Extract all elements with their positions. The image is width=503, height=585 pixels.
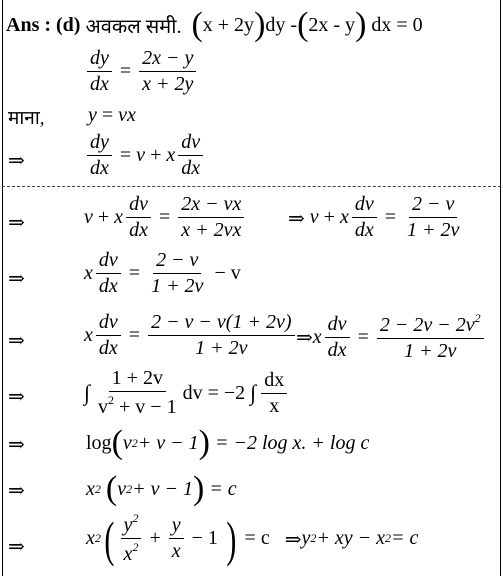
implies-arrow: ⇒: [8, 384, 25, 408]
step-7: ∫ $\frac{1 + 2v}{v^2 + v - 1}$ dv = −2 ∫ $\frac{dx}{x}$: [84, 368, 290, 418]
eq-part-a: x + 2y: [202, 13, 255, 36]
paren: ): [254, 6, 266, 43]
paren: ): [355, 6, 367, 43]
implies-arrow: ⇒: [8, 328, 25, 352]
implies-arrow: ⇒: [8, 266, 25, 290]
step-2-label: माना,: [8, 108, 45, 129]
step-9: x 2 ( v 2 + v − 1 ) = c: [86, 470, 237, 507]
dashed-divider: [2, 186, 501, 187]
paren: (: [191, 6, 203, 43]
paren: (: [297, 6, 309, 43]
step-3: $\frac{dy}{dx}$ = v + x $\frac{dv}{dx}$: [84, 132, 206, 179]
step-6-left: x $\frac{dv}{dx}$ = $\frac{2 - v - v(1 + 2v)}{1 + 2v}$: [84, 312, 298, 359]
option-label: (d): [56, 13, 81, 36]
hindi-text: अवकल समी.: [85, 15, 182, 38]
step-1: $\frac{dy}{dx}$ = $\frac{2x - y}{x + 2y}$: [84, 48, 199, 95]
implies-arrow: ⇒: [8, 210, 25, 234]
answer-frame: [2, 0, 501, 576]
eq-part-mid: dy -: [265, 13, 298, 36]
answer-header: [6, 8, 423, 42]
step-4-left: v + x $\frac{dv}{dx}$ = $\frac{2x - vx}{x + 2vx}$: [84, 194, 247, 241]
step-6-right: ⇒ x $\frac{dv}{dx}$ = $\frac{2 - 2v - 2v^2}{1 + 2v}$: [296, 312, 487, 362]
eq-part-b: 2x - y: [308, 13, 356, 36]
step-5: x $\frac{dv}{dx}$ = $\frac{2 - v}{1 + 2v}$ − v: [84, 249, 241, 297]
step-2: y = vx: [88, 104, 136, 126]
implies-arrow: ⇒: [8, 148, 25, 172]
step-8: log ( v 2 + v − 1 ) = −2 log x. + log c: [86, 424, 370, 461]
implies-arrow: ⇒: [8, 478, 25, 502]
implies-arrow: ⇒: [8, 534, 25, 558]
ans-label: Ans :: [6, 13, 52, 36]
step-10: x 2 ( $\frac{y^2}{x^2}$ + $\frac{y}{x}$ − 1 ) = c ⇒ y 2 + xy − x 2 = c: [86, 510, 419, 567]
step-4-right: ⇒ v + x $\frac{dv}{dx}$ = $\frac{2 - v}{1 + 2v}$: [288, 193, 460, 241]
eq-part-end: dx = 0: [371, 13, 423, 36]
implies-arrow: ⇒: [8, 432, 25, 456]
